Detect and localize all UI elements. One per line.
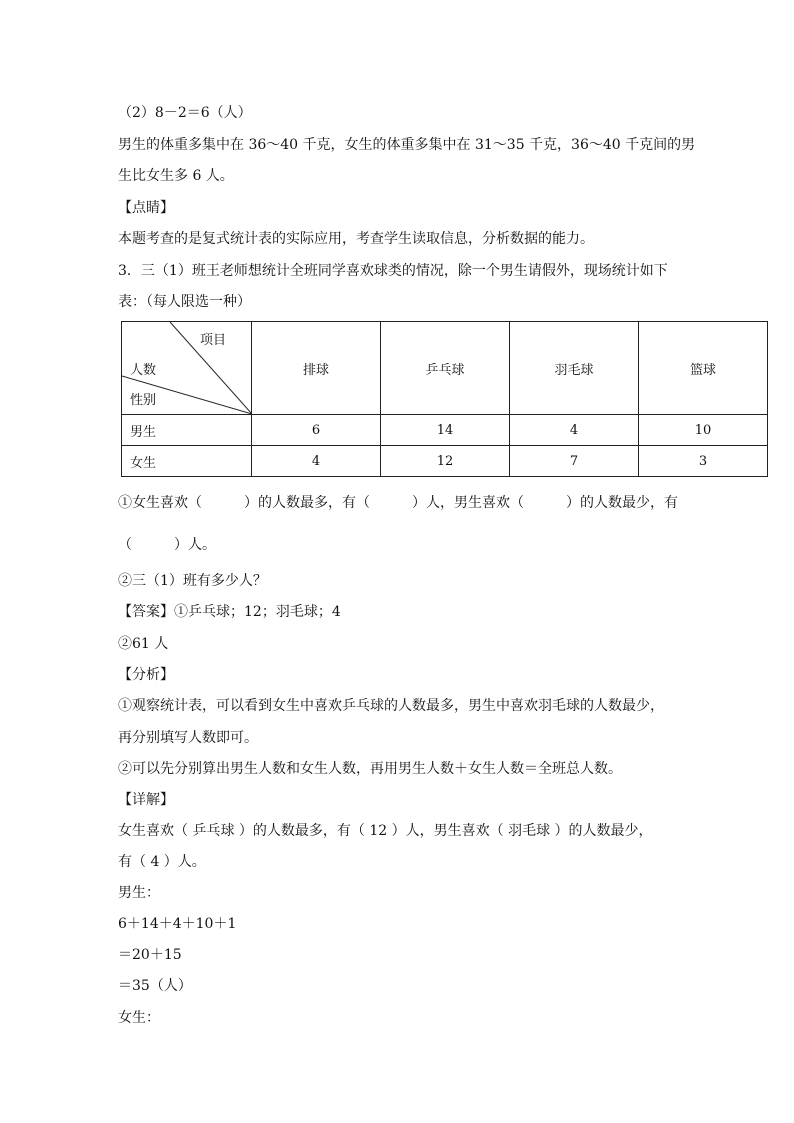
answer-line: ②61 人 (118, 636, 169, 652)
text-line: 有（ 4 ）人。 (118, 854, 206, 870)
column-header: 乒乓球 (381, 322, 510, 415)
question-text: （ ）人。 (118, 537, 216, 553)
question-text: 3．三（1）班王老师想统计全班同学喜欢球类的情况，除一个男生请假外，现场统计如下 (118, 263, 668, 279)
math-line: ＝35（人） (118, 978, 192, 994)
question-text: ①女生喜欢（ ）的人数最多，有（ ）人，男生喜欢（ ）的人数最少，有 (118, 495, 678, 511)
corner-label-item: 项目 (200, 333, 227, 348)
question-text: ②三（1）班有多少人？ (118, 573, 267, 589)
text-line: 女生： (118, 1010, 160, 1026)
text-line: （2）8－2＝6（人） (118, 105, 252, 121)
row-label: 女生 (122, 446, 252, 477)
text-line: ①观察统计表，可以看到女生中喜欢乒乓球的人数最多，男生中喜欢羽毛球的人数最少， (118, 698, 664, 714)
text-line: 女生喜欢（ 乒乓球 ）的人数最多，有（ 12 ）人，男生喜欢（ 羽毛球 ）的人数最少， (118, 823, 653, 839)
section-heading: 【分析】 (118, 667, 174, 683)
table-cell: 4 (510, 415, 639, 446)
statistics-table (121, 321, 768, 477)
table-cell: 3 (639, 446, 768, 477)
column-header: 羽毛球 (510, 322, 639, 415)
text-line: 再分别填写人数即可。 (118, 730, 258, 746)
text-line: 生比女生多 6 人。 (118, 168, 234, 184)
table-cell: 7 (510, 446, 639, 477)
section-heading: 【详解】 (118, 792, 174, 808)
table-row (122, 415, 768, 446)
answer-line: 【答案】①乒乓球；12；羽毛球；4 (118, 604, 341, 620)
corner-label-gender: 性别 (130, 393, 157, 408)
column-header: 排球 (252, 322, 381, 415)
table-cell: 6 (252, 415, 381, 446)
math-line: ＝20＋15 (118, 947, 182, 963)
text-line: 男生的体重多集中在 36～40 千克，女生的体重多集中在 31～35 千克，36～40 千克间的男 (118, 137, 696, 153)
math-line: 6＋14＋4＋10＋1 (118, 916, 237, 932)
text-line: 本题考查的是复式统计表的实际应用，考查学生读取信息，分析数据的能力。 (118, 231, 594, 247)
text-line: ②可以先分别算出男生人数和女生人数，再用男生人数＋女生人数＝全班总人数。 (118, 761, 622, 777)
question-text: 表：（每人限选一种） (118, 294, 251, 310)
corner-label-count: 人数 (130, 363, 157, 378)
table-corner-cell (122, 322, 252, 415)
text-line: 男生： (118, 885, 160, 901)
row-label: 男生 (122, 415, 252, 446)
column-header: 篮球 (639, 322, 768, 415)
table-cell: 10 (639, 415, 768, 446)
table-cell: 12 (381, 446, 510, 477)
table-cell: 4 (252, 446, 381, 477)
section-heading: 【点睛】 (118, 200, 174, 216)
table-cell: 14 (381, 415, 510, 446)
table-row (122, 446, 768, 477)
